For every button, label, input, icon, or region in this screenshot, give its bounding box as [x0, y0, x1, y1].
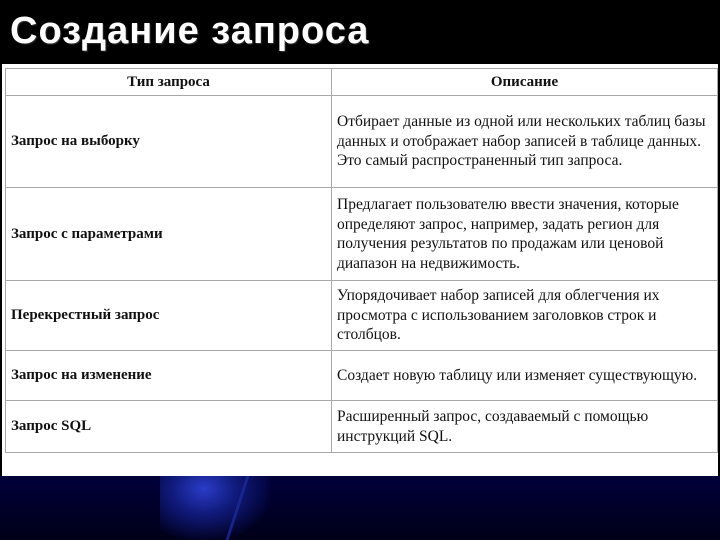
table-row	[6, 281, 718, 351]
table-panel	[2, 64, 718, 476]
table-row	[6, 96, 718, 188]
query-description-cell: Расширенный запрос, создаваемый с помощью инструкций SQL.	[332, 401, 718, 453]
query-type-cell: Запрос с параметрами	[6, 188, 332, 281]
table-row	[6, 188, 718, 281]
table-row	[6, 351, 718, 401]
decor-glow	[160, 476, 270, 540]
table-row	[6, 401, 718, 453]
query-type-cell: Запрос на изменение	[6, 351, 332, 401]
slide-title: Создание запроса	[10, 10, 370, 52]
bottom-decoration	[0, 476, 720, 540]
query-description-cell: Упорядочивает набор записей для облегчения их просмотра с использованием заголовков строк и столбцов.	[332, 281, 718, 351]
query-description-cell: Создает новую таблицу или изменяет существующую.	[332, 351, 718, 401]
query-types-table	[5, 68, 718, 453]
column-header-type: Тип запроса	[6, 69, 332, 96]
query-type-cell: Запрос на выборку	[6, 96, 332, 188]
query-description-cell: Предлагает пользователю ввести значения, которые определяют запрос, например, задать регион для получения результатов по продажам или ценовой диапазон на недвижимость.	[332, 188, 718, 281]
query-description-cell: Отбирает данные из одной или нескольких таблиц базы данных и отображает набор записей в таблице данных. Это самый распространенный тип запроса.	[332, 96, 718, 188]
table-header-row	[6, 69, 718, 96]
query-type-cell: Запрос SQL	[6, 401, 332, 453]
column-header-description: Описание	[332, 69, 718, 96]
query-type-cell: Перекрестный запрос	[6, 281, 332, 351]
